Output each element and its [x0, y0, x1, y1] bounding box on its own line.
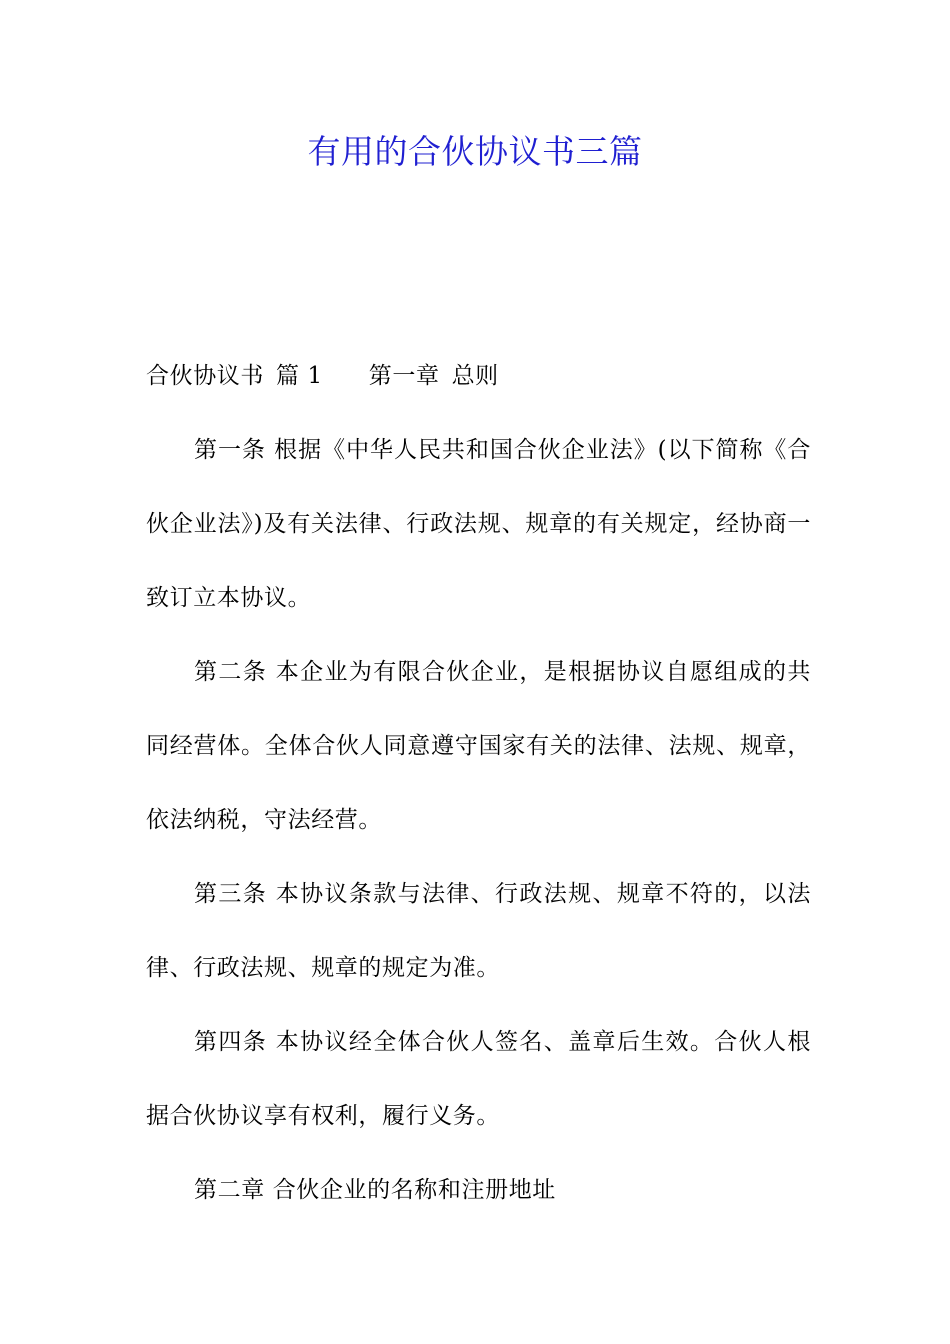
article-2: 第二条 本企业为有限合伙企业，是根据协议自愿组成的共同经营体。全体合伙人同意遵守国家有关的法律、法规、规章，依法纳税，守法经营。 [146, 659, 811, 833]
document-body [146, 339, 811, 1227]
article-1: 第一条 根据《中华人民共和国合伙企业法》(以下简称《合伙企业法》)及有关法律、行政法规、规章的有关规定，经协商一致订立本协议。 [146, 437, 811, 611]
section-heading [146, 339, 811, 413]
document-title: 有用的合伙协议书三篇 [307, 132, 643, 171]
heading-doc-name: 合伙协议书 [146, 363, 264, 389]
chapter-2-heading: 第二章 合伙企业的名称和注册地址 [194, 1177, 556, 1203]
heading-chapter-title: 总则 [451, 363, 499, 389]
article-3: 第三条 本协议条款与法律、行政法规、规章不符的，以法律、行政法规、规章的规定为准。 [146, 881, 811, 981]
heading-part-number: 篇 1 [276, 363, 323, 389]
article-4: 第四条 本协议经全体合伙人签名、盖章后生效。合伙人根据合伙协议享有权利，履行义务。 [146, 1029, 811, 1129]
heading-chapter: 第一章 [368, 363, 440, 389]
